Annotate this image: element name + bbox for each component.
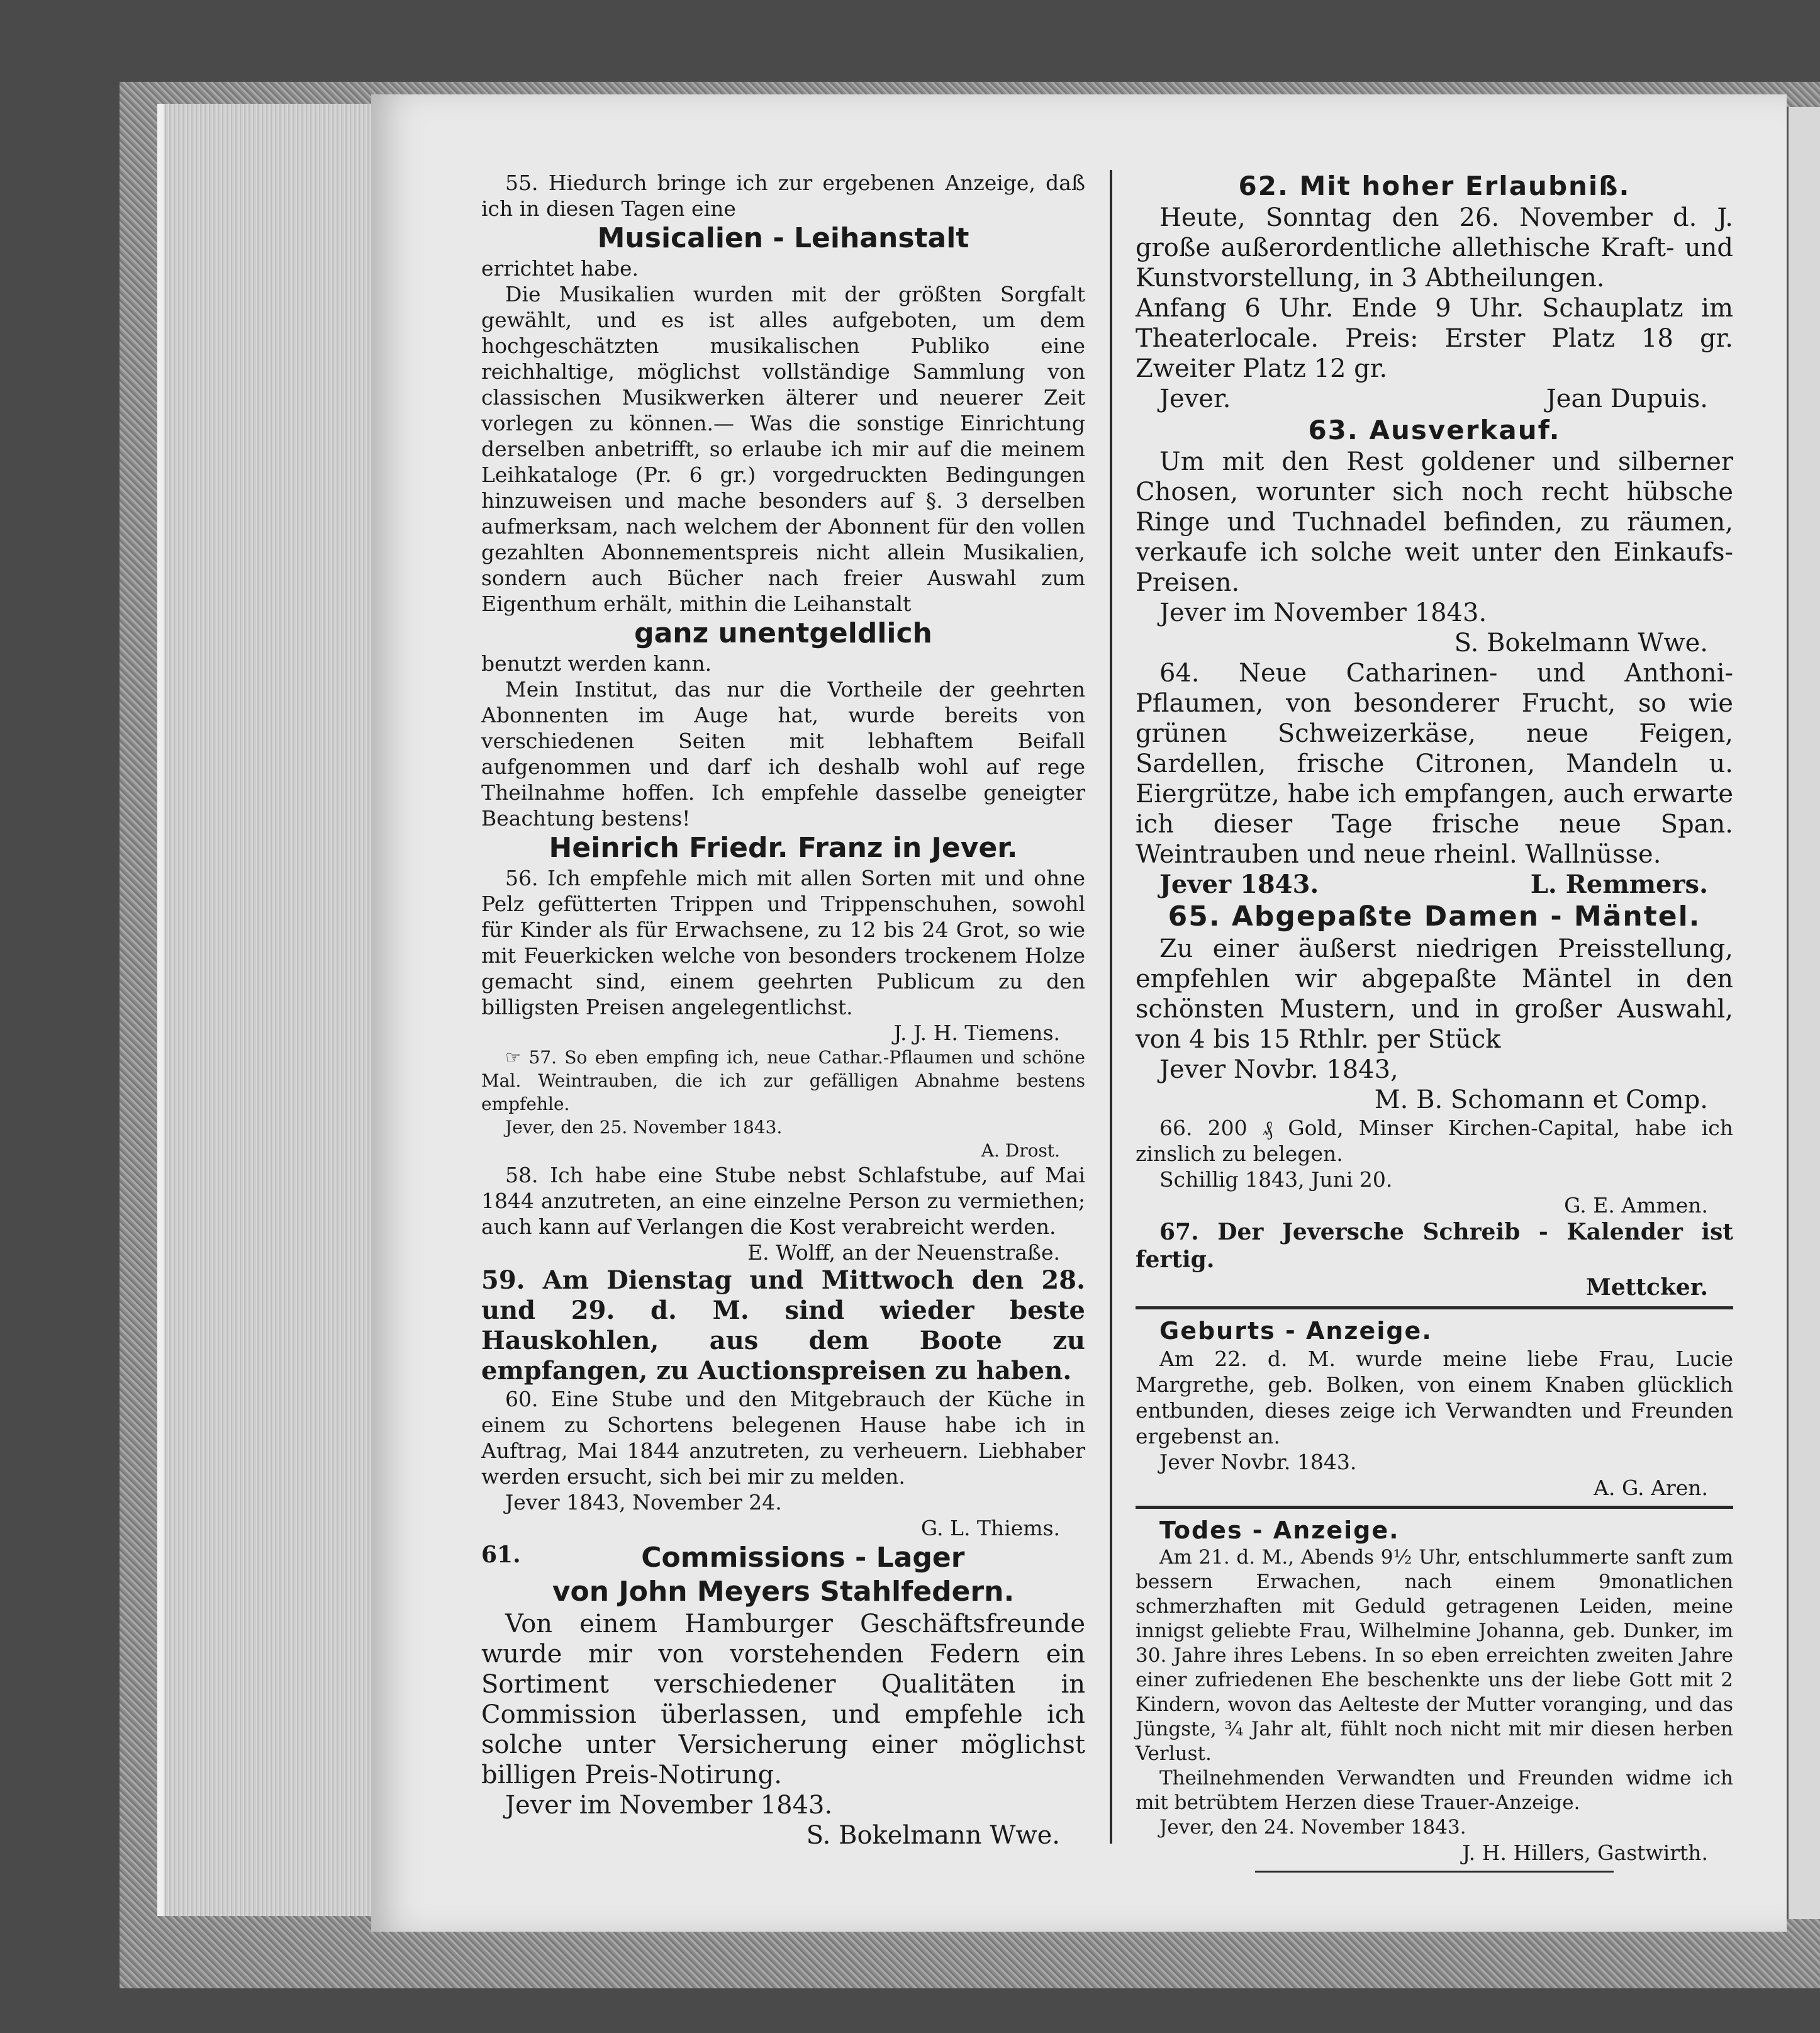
birth-notice-title: Geburts - Anzeige.: [1159, 1317, 1432, 1345]
ad-66-place: Schillig 1843, Juni 20.: [1159, 1167, 1393, 1192]
ad-63-title: 63. Ausverkauf.: [1308, 415, 1561, 445]
ad-65-body: Zu einer äußerst niedrigen Preisstellung, empfehlen wir abgepaßte Mäntel in den schönsten Mustern, und in großer Auswahl, von 4 bis 15 Rthlr. per Stück: [1136, 934, 1733, 1054]
ad-66-body: 66. 200 ₰ Gold, Minser Kirchen-Capital, habe ich zinslich zu belegen.: [1136, 1116, 1733, 1166]
ad-62-signature: Jean Dupuis.: [1546, 384, 1708, 413]
column-divider: [1110, 170, 1112, 1844]
birth-notice-place: Jever Novbr. 1843.: [1159, 1450, 1357, 1474]
death-notice-body: Am 21. d. M., Abends 9½ Uhr, entschlummerte sanft zum bessern Erwachen, nach einem 9monatlichen schmerzhaften mit Geduld getragenen Leiden, meine innigst geliebte Frau, Wilhelmine Johanna, geb. Dunker, im 30. Jahre ihres Lebens. In so eben erreichten zweiten Jahre einer zufriedenen Ehe beschenkte uns der liebe Gott mit 2 Kindern, wovon das Aelteste der Mutter voranging, und das Jüngste, ¾ Jahr alt, fühlt noch nicht mit mir diesen herben Verlust.: [1136, 1546, 1733, 1765]
ad-55-signature: Heinrich Friedr. Franz in Jever.: [549, 832, 1018, 864]
ad-66-signature: G. E. Ammen.: [1564, 1193, 1708, 1218]
ad-64-footer: [1136, 870, 1733, 900]
section-rule: [1136, 1306, 1733, 1309]
ad-61-subtitle: von John Meyers Stahlfedern.: [552, 1576, 1015, 1608]
ad-61-signature: S. Bokelmann Wwe.: [806, 1821, 1060, 1850]
ad-61-place: Jever im November 1843.: [505, 1791, 833, 1820]
ad-57-signature: A. Drost.: [981, 1140, 1060, 1161]
ad-58-signature: E. Wolff, an der Neuenstraße.: [747, 1240, 1060, 1265]
birth-notice-signature: A. G. Aren.: [1594, 1476, 1708, 1500]
ad-56-signature: J. J. H. Tiemens.: [893, 1021, 1060, 1045]
ad-61-title-row: [481, 1541, 1085, 1575]
ad-58-body: 58. Ich habe eine Stube nebst Schlafstube, auf Mai 1844 anzutreten, an eine einzelne Person zu vermiethen; auch kann auf Verlangen die Kost verabreicht werden.: [481, 1163, 1085, 1239]
next-page-edge: [1787, 107, 1820, 1919]
death-notice-title: Todes - Anzeige.: [1159, 1516, 1400, 1544]
ad-62-body2: Anfang 6 Uhr. Ende 9 Uhr. Schauplatz im Theaterlocale. Preis: Erster Platz 18 gr. Zweiter Platz 12 gr.: [1136, 294, 1733, 383]
left-column: [481, 170, 1085, 1851]
ad-67-body: 67. Der Jeversche Schreib - Kalender ist fertig.: [1136, 1219, 1733, 1273]
ad-55-intro: 55. Hiedurch bringe ich zur ergebenen Anzeige, daß ich in diesen Tagen eine: [481, 171, 1085, 221]
section-rule-2: [1136, 1506, 1733, 1509]
ad-59-body: 59. Am Dienstag und Mittwoch den 28. und 29. d. M. sind wieder beste Hauskohlen, aus dem Boote zu empfangen, zu Auctionspreisen zu haben.: [481, 1265, 1085, 1386]
ad-55-body: Die Musikalien wurden mit der größten Sorgfalt gewählt, und es ist alles aufgeboten, um dem hochgeschätzten musikalischen Publiko eine reichhaltige, möglichst vollständige Sammlung von classischen Musikwerken älterer und neuerer Zeit vorlegen zu können.— Was die sonstige Einrichtung derselben anbetrifft, so erlaube ich mir auf die meinem Leihkataloge (Pr. 6 gr.) vorgedruckten Bedingungen hinzuweisen und mache besonders auf §. 3 derselben aufmerksam, nach welchem der Abonnent für den vollen gezahlten Abonnementspreis nicht allein Musikalien, sondern auch Bücher nach freier Auswahl zum Eigenthum erhält, mithin die Leihanstalt: [481, 282, 1085, 616]
ad-55-after: errichtet habe.: [481, 256, 639, 281]
ad-63-signature: S. Bokelmann Wwe.: [1454, 629, 1708, 658]
ad-62-body: Heute, Sonntag den 26. November d. J. große außerordentliche allethische Kraft- und Kunstvorstellung, in 3 Abtheilungen.: [1136, 203, 1733, 293]
ad-57-place: Jever, den 25. November 1843.: [505, 1117, 783, 1138]
death-notice-place: Jever, den 24. November 1843.: [1159, 1816, 1466, 1839]
ad-60-place: Jever 1843, November 24.: [505, 1490, 782, 1515]
ad-65-signature: M. B. Schomann et Comp.: [1374, 1085, 1708, 1114]
ad-55-body2: Mein Institut, das nur die Vortheile der geehrten Abonnenten im Auge hat, wurde bereits von verschiedenen Seiten mit lebhaftem Beifall aufgenommen und darf ich deshalb wohl auf rege Theilnahme hoffen. Ich empfehle dasselbe geneigter Beachtung bestens!: [481, 677, 1085, 831]
ad-64-signature: L. Remmers.: [1530, 870, 1708, 899]
birth-notice-body: Am 22. d. M. wurde meine liebe Frau, Lucie Margrethe, geb. Bolken, von einem Knaben glücklich entbunden, dieses zeige ich Verwandten und Freunden ergebenst an.: [1136, 1347, 1733, 1448]
ad-64-place: Jever 1843.: [1159, 870, 1319, 899]
death-notice-body2: Theilnehmenden Verwandten und Freunden widme ich mit betrübtem Herzen diese Trauer-Anzeige.: [1136, 1767, 1733, 1814]
death-notice-signature: J. H. Hillers, Gastwirth.: [1462, 1840, 1708, 1865]
ad-55-free: ganz unentgeldlich: [634, 617, 932, 649]
ad-61-number: 61.: [481, 1542, 521, 1568]
ad-65-place: Jever Novbr. 1843,: [1159, 1055, 1398, 1084]
ad-60-signature: G. L. Thiems.: [920, 1516, 1060, 1540]
ad-55-title: Musicalien - Leihanstalt: [597, 222, 969, 254]
page-edges: [157, 104, 381, 1916]
ad-61-title: Commissions - Lager: [641, 1542, 965, 1574]
ad-64-body: 64. Neue Catharinen- und Anthoni-Pflaumen, von besonderer Frucht, so wie grünen Schweizerkäse, neue Feigen, Sardellen, frische Citronen, Mandeln u. Eiergrütze, habe ich empfangen, auch erwarte ich dieser Tage frische neue Span. Weintrauben und neue rheinl. Wallnüsse.: [1136, 659, 1733, 869]
ad-55-used: benutzt werden kann.: [481, 651, 712, 676]
ad-63-place: Jever im November 1843.: [1159, 598, 1487, 627]
right-column: [1136, 170, 1733, 1878]
ad-56-body: 56. Ich empfehle mich mit allen Sorten mit und ohne Pelz gefütterten Trippen und Trippenschuhen, sowohl für Kinder als für Erwachsene, zu 12 bis 24 Grot, so wie mit Feuerkicken welche von besonders trockenem Holze gemacht sind, einem geehrten Publicum zu den billigsten Preisen angelegentlichst.: [481, 866, 1085, 1019]
ad-62-title: 62. Mit hoher Erlaubniß.: [1238, 171, 1631, 201]
ad-62-footer: [1136, 384, 1733, 414]
ad-62-place: Jever.: [1159, 384, 1231, 413]
closing-rule: [1255, 1871, 1614, 1873]
ad-61-body: Von einem Hamburger Geschäftsfreunde wurde mir von vorstehenden Federn ein Sortiment verschiedener Qualitäten in Commission überlassen, und empfehle ich solche unter Versicherung einer möglichst billigen Preis-Notirung.: [481, 1610, 1085, 1789]
ad-67-signature: Mettcker.: [1586, 1274, 1708, 1301]
ad-65-title: 65. Abgepaßte Damen - Mäntel.: [1168, 900, 1701, 932]
ad-60-body: 60. Eine Stube und den Mitgebrauch der Küche in einem zu Schortens belegenen Hause habe ich in Auftrag, Mai 1844 anzutreten, zu verheuern. Liebhaber werden ersucht, sich bei mir zu melden.: [481, 1387, 1085, 1489]
ad-63-body: Um mit den Rest goldener und silberner Chosen, worunter sich noch recht hübsche Ringe und Tuchnadel befinden, zu räumen, verkaufe ich solche weit unter den Einkaufs-Preisen.: [1136, 447, 1733, 597]
ad-57-body: ☞ 57. So eben empfing ich, neue Cathar.-Pflaumen und schöne Mal. Weintrauben, die ich zur gefälligen Abnahme bestens empfehle.: [481, 1047, 1085, 1114]
